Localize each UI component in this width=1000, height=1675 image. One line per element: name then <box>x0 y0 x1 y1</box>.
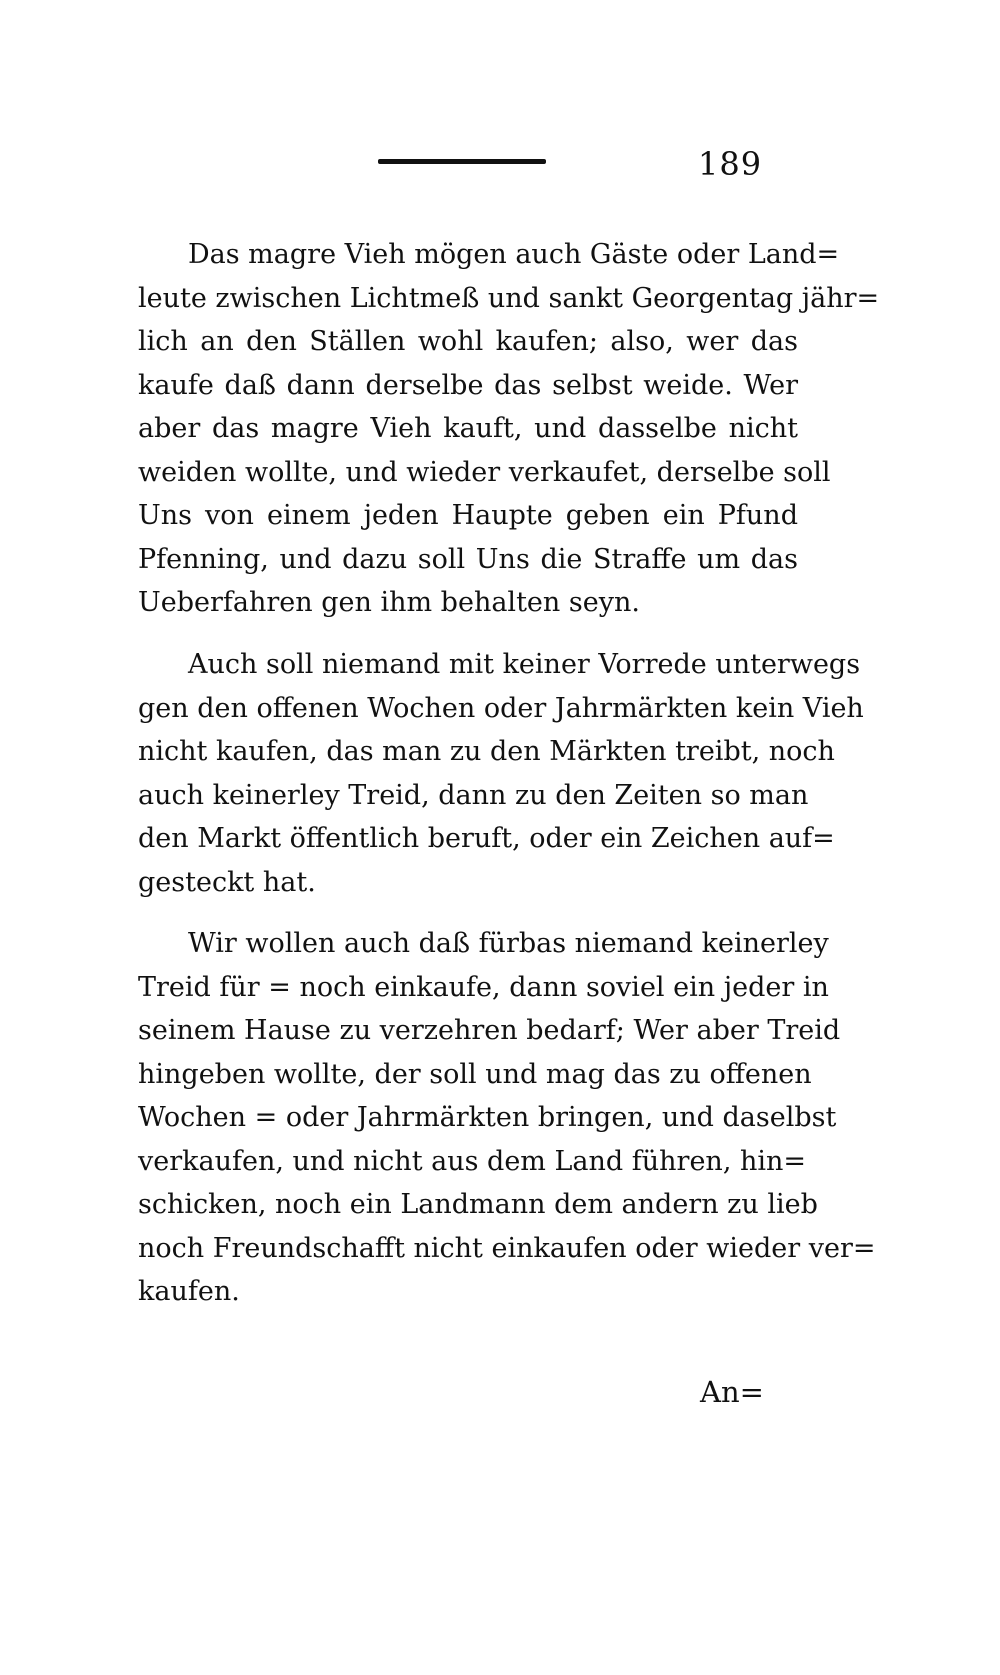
text-line: Auch soll niemand mit keiner Vorrede unterwegs <box>188 649 861 680</box>
header-rule <box>378 159 546 164</box>
text-line: lich an den Ställen wohl kaufen; also, wer das <box>138 326 798 357</box>
text-line: Wir wollen auch daß fürbas niemand keinerley <box>188 928 829 959</box>
text-line: hingeben wollte, der soll und mag das zu offenen <box>138 1058 812 1090</box>
page-number: 189 <box>698 145 763 183</box>
catchword: An= <box>700 1375 764 1409</box>
text-line: weiden wollte, und wieder verkaufet, derselbe soll <box>138 456 831 488</box>
text-line: Treid für = noch einkaufe, dann soviel ein jeder in <box>138 971 829 1003</box>
text-line: nicht kaufen, das man zu den Märkten treibt, noch <box>138 736 835 767</box>
text-line: leute zwischen Lichtmeß und sankt Georgentag jähr= <box>138 282 880 314</box>
text-line: kaufe daß dann derselbe das selbst weide. Wer <box>138 369 798 401</box>
paragraph-1 <box>138 233 880 625</box>
text-line: auch keinerley Treid, dann zu den Zeiten so man <box>138 779 809 811</box>
paragraph-3 <box>138 922 876 1314</box>
text-line: verkaufen, und nicht aus dem Land führen, hin= <box>138 1145 807 1177</box>
paragraph-2 <box>138 643 864 904</box>
text-line: kaufen. <box>138 1276 240 1307</box>
text-line: noch Freundschafft nicht einkaufen oder wieder ver= <box>138 1232 876 1264</box>
text-line: aber das magre Vieh kauft, und dasselbe nicht <box>138 413 798 444</box>
text-line: schicken, noch ein Landmann dem andern zu lieb <box>138 1189 818 1220</box>
text-line: gesteckt hat. <box>138 866 316 898</box>
text-line: seinem Hause zu verzehren bedarf; Wer aber Treid <box>138 1015 841 1046</box>
text-line: Wochen = oder Jahrmärkten bringen, und daselbst <box>138 1102 837 1133</box>
text-line: Das magre Vieh mögen auch Gäste oder Land= <box>188 239 840 270</box>
text-line: Ueberfahren gen ihm behalten seyn. <box>138 587 640 618</box>
text-line: Pfenning, und dazu soll Uns die Straffe um das <box>138 543 798 575</box>
text-line: gen den offenen Wochen oder Jahrmärkten kein Vieh <box>138 692 864 724</box>
text-line: Uns von einem jeden Haupte geben ein Pfund <box>138 500 798 531</box>
text-line: den Markt öffentlich beruft, oder ein Zeichen auf= <box>138 823 835 854</box>
